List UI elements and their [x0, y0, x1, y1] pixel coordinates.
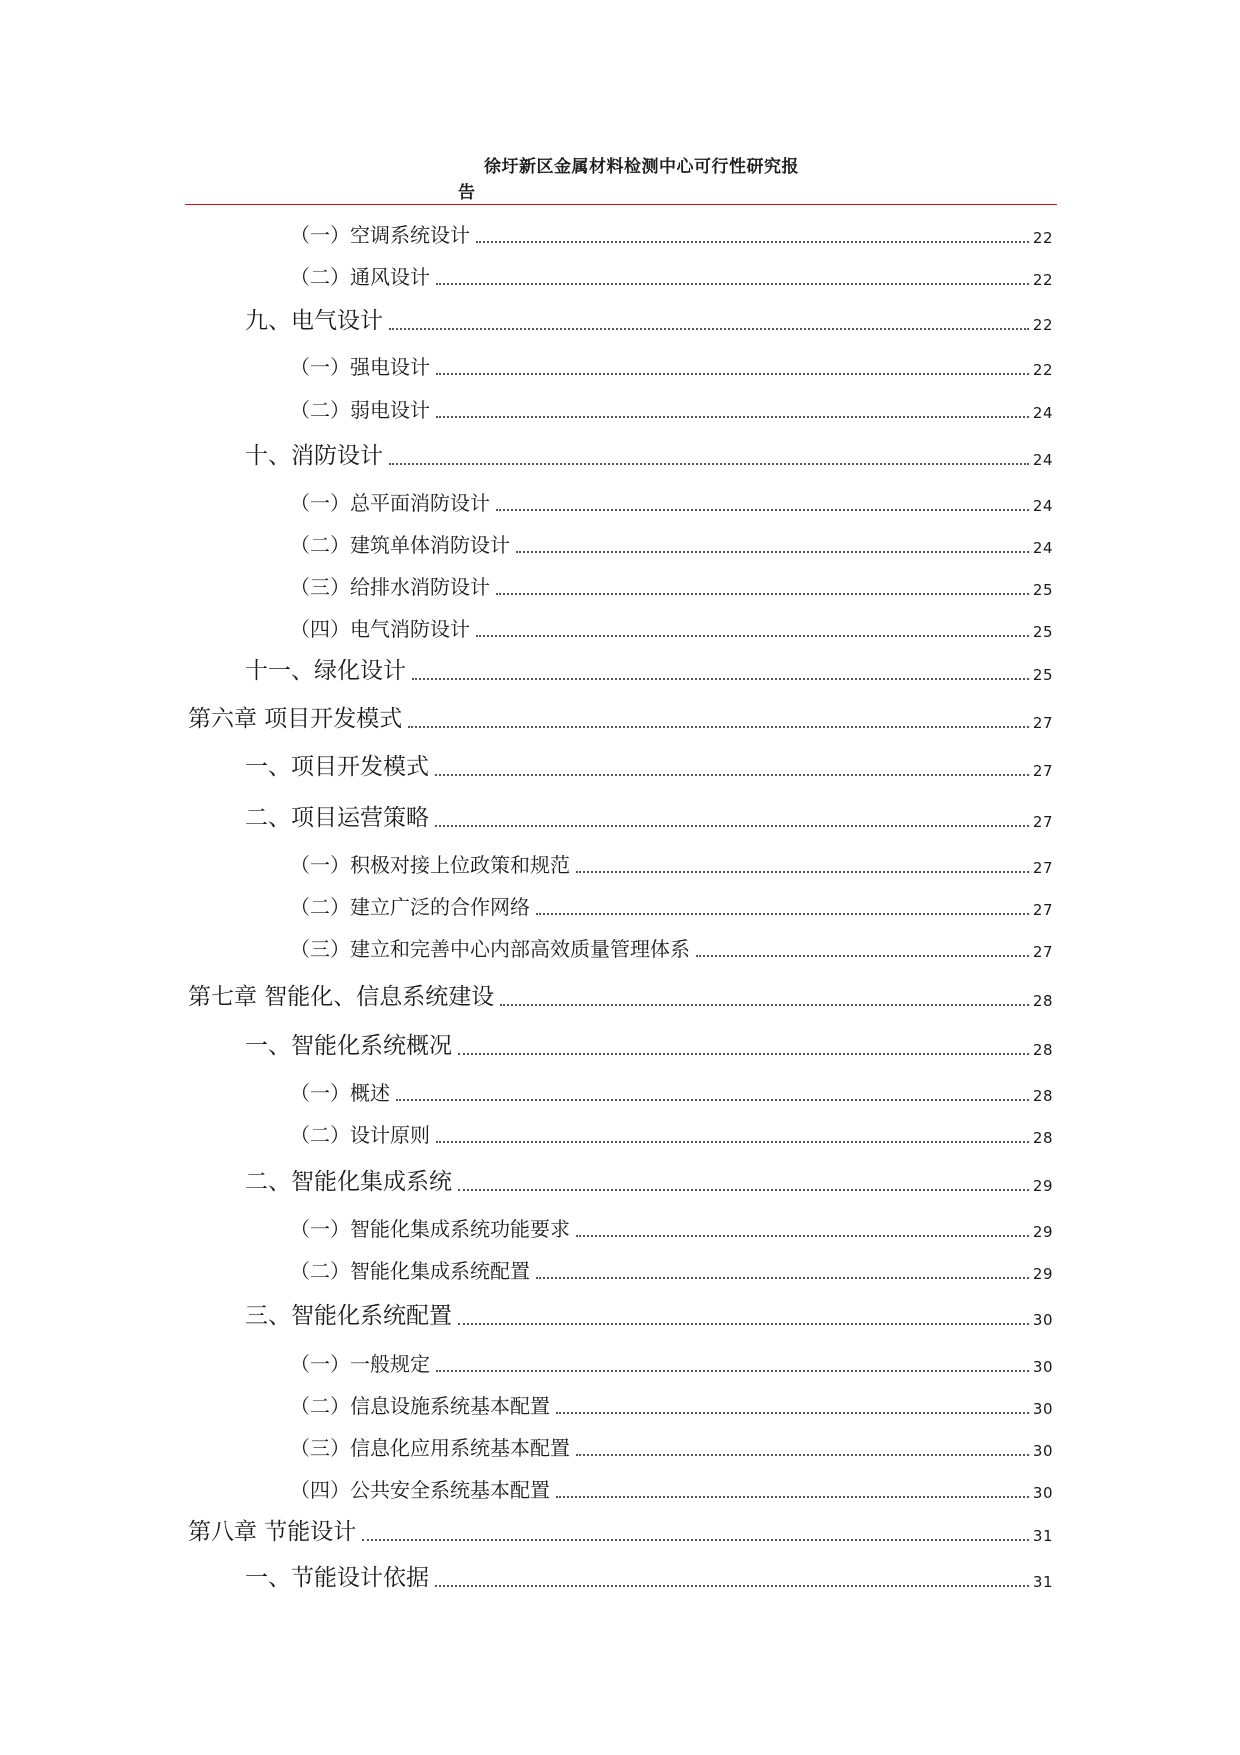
toc-entry-title: （三）建立和完善中心内部高效质量管理体系 — [290, 937, 690, 961]
toc-dot-leader — [576, 1454, 1029, 1456]
toc-dot-leader — [436, 373, 1029, 375]
toc-entry-title: （一）智能化集成系统功能要求 — [290, 1217, 570, 1241]
toc-entry-title: （二）设计原则 — [290, 1123, 430, 1147]
toc-dot-leader — [576, 871, 1029, 873]
toc-entry[interactable] — [290, 1076, 1053, 1106]
toc-dot-leader — [476, 241, 1029, 243]
toc-dot-leader — [435, 1585, 1029, 1587]
toc-entry-page-number: 29 — [1032, 1265, 1053, 1283]
toc-entry-title: （二）信息设施系统基本配置 — [290, 1394, 550, 1418]
toc-entry-title: （二）建立广泛的合作网络 — [290, 895, 530, 919]
toc-dot-leader — [496, 509, 1029, 511]
toc-dot-leader — [458, 1053, 1029, 1055]
toc-entry-page-number: 22 — [1032, 361, 1053, 379]
toc-entry[interactable] — [290, 260, 1053, 290]
toc-dot-leader — [576, 1235, 1029, 1237]
toc-entry-title: （一）强电设计 — [290, 355, 430, 379]
toc-entry[interactable] — [188, 977, 1053, 1011]
toc-entry[interactable] — [290, 350, 1053, 380]
toc-entry-page-number: 30 — [1032, 1311, 1053, 1329]
toc-entry-page-number: 24 — [1032, 404, 1053, 422]
toc-dot-leader — [436, 416, 1029, 418]
toc-entry-title: 一、项目开发模式 — [245, 754, 429, 780]
toc-dot-leader — [389, 463, 1029, 465]
toc-dot-leader — [435, 825, 1029, 827]
toc-entry-page-number: 27 — [1032, 901, 1053, 919]
toc-entry-page-number: 25 — [1032, 581, 1053, 599]
toc-dot-leader — [436, 1370, 1029, 1372]
toc-entry-title: （二）弱电设计 — [290, 398, 430, 422]
toc-dot-leader — [435, 774, 1029, 776]
toc-entry-title: 九、电气设计 — [245, 308, 383, 334]
toc-entry-title: 一、节能设计依据 — [245, 1565, 429, 1591]
toc-entry-page-number: 30 — [1032, 1484, 1053, 1502]
toc-dot-leader — [536, 913, 1029, 915]
toc-entry[interactable] — [290, 1389, 1053, 1419]
toc-entry[interactable] — [290, 486, 1053, 516]
toc-entry-title: （二）智能化集成系统配置 — [290, 1259, 530, 1283]
toc-entry[interactable] — [245, 1162, 1053, 1196]
toc-dot-leader — [500, 1004, 1029, 1006]
toc-entry[interactable] — [245, 301, 1053, 335]
toc-entry-title: 第六章 项目开发模式 — [188, 706, 403, 732]
toc-entry[interactable] — [245, 1296, 1053, 1330]
toc-entry-title: （二）通风设计 — [290, 265, 430, 289]
toc-entry-title: （二）建筑单体消防设计 — [290, 533, 510, 557]
toc-entry-title: （三）信息化应用系统基本配置 — [290, 1436, 570, 1460]
toc-entry-page-number: 27 — [1032, 813, 1053, 831]
toc-entry[interactable] — [290, 932, 1053, 962]
toc-entry-title: （四）电气消防设计 — [290, 617, 470, 641]
toc-entry-page-number: 27 — [1032, 762, 1053, 780]
toc-entry-page-number: 30 — [1032, 1358, 1053, 1376]
toc-dot-leader — [436, 283, 1029, 285]
toc-entry[interactable] — [245, 1558, 1053, 1592]
toc-entry-page-number: 27 — [1032, 943, 1053, 961]
toc-entry-page-number: 28 — [1032, 1129, 1053, 1147]
toc-dot-leader — [496, 593, 1029, 595]
toc-entry[interactable] — [245, 651, 1053, 685]
toc-dot-leader — [516, 551, 1029, 553]
toc-entry-page-number: 31 — [1032, 1573, 1053, 1591]
toc-dot-leader — [556, 1496, 1029, 1498]
toc-dot-leader — [436, 1141, 1029, 1143]
toc-entry-page-number: 29 — [1032, 1223, 1053, 1241]
toc-entry-page-number: 27 — [1032, 859, 1053, 877]
toc-entry[interactable] — [245, 798, 1053, 832]
toc-entry-page-number: 30 — [1032, 1442, 1053, 1460]
toc-entry[interactable] — [245, 1026, 1053, 1060]
toc-entry-title: 一、智能化系统概况 — [245, 1033, 452, 1059]
toc-entry-page-number: 29 — [1032, 1177, 1053, 1195]
toc-entry-title: 二、项目运营策略 — [245, 805, 429, 831]
toc-entry-page-number: 22 — [1032, 316, 1053, 334]
toc-entry-page-number: 30 — [1032, 1400, 1053, 1418]
toc-dot-leader — [476, 635, 1029, 637]
toc-entry[interactable] — [290, 393, 1053, 423]
toc-dot-leader — [458, 1189, 1029, 1191]
toc-dot-leader — [389, 328, 1029, 330]
toc-entry-title: 第八章 节能设计 — [188, 1519, 357, 1545]
toc-entry-title: （一）总平面消防设计 — [290, 491, 490, 515]
toc-dot-leader — [556, 1412, 1029, 1414]
toc-entry-page-number: 28 — [1032, 1087, 1053, 1105]
toc-entry-page-number: 24 — [1032, 497, 1053, 515]
toc-dot-leader — [396, 1099, 1029, 1101]
toc-entry-title: 二、智能化集成系统 — [245, 1169, 452, 1195]
toc-entry-page-number: 28 — [1032, 992, 1053, 1010]
toc-entry[interactable] — [290, 570, 1053, 600]
toc-entry-title: （一）一般规定 — [290, 1352, 430, 1376]
toc-entry-page-number: 31 — [1032, 1527, 1053, 1545]
toc-entry[interactable] — [245, 436, 1053, 470]
toc-entry[interactable] — [188, 1512, 1053, 1546]
toc-entry-title: （一）空调系统设计 — [290, 223, 470, 247]
toc-entry-title: （四）公共安全系统基本配置 — [290, 1478, 550, 1502]
toc-entry-title: 十、消防设计 — [245, 443, 383, 469]
toc-entry[interactable] — [245, 747, 1053, 781]
toc-entry-title: （三）给排水消防设计 — [290, 575, 490, 599]
toc-entry-page-number: 22 — [1032, 271, 1053, 289]
toc-dot-leader — [412, 678, 1029, 680]
toc-entry-page-number: 24 — [1032, 451, 1053, 469]
toc-entry-page-number: 25 — [1032, 623, 1053, 641]
toc-entry[interactable] — [290, 218, 1053, 248]
toc-entry[interactable] — [188, 699, 1053, 733]
toc-dot-leader — [362, 1539, 1029, 1541]
header-title-line1: 徐圩新区金属材料检测中心可行性研究报 — [484, 157, 799, 177]
toc-entry[interactable] — [290, 1254, 1053, 1284]
toc-dot-leader — [536, 1277, 1029, 1279]
toc-entry-page-number: 22 — [1032, 229, 1053, 247]
toc-entry[interactable] — [290, 848, 1053, 878]
toc-entry[interactable] — [290, 1212, 1053, 1242]
toc-entry[interactable] — [290, 612, 1053, 642]
toc-entry[interactable] — [290, 890, 1053, 920]
toc-entry-page-number: 24 — [1032, 539, 1053, 557]
toc-entry-page-number: 25 — [1032, 666, 1053, 684]
toc-dot-leader — [458, 1323, 1029, 1325]
toc-dot-leader — [696, 955, 1029, 957]
toc-entry[interactable] — [290, 528, 1053, 558]
toc-entry-page-number: 28 — [1032, 1041, 1053, 1059]
toc-dot-leader — [408, 726, 1029, 728]
toc-entry[interactable] — [290, 1347, 1053, 1377]
toc-entry-title: （一）积极对接上位政策和规范 — [290, 853, 570, 877]
toc-entry-page-number: 27 — [1032, 714, 1053, 732]
toc-entry-title: 十一、绿化设计 — [245, 658, 406, 684]
toc-entry[interactable] — [290, 1431, 1053, 1461]
toc-entry[interactable] — [290, 1473, 1053, 1503]
toc-entry-title: 第七章 智能化、信息系统建设 — [188, 984, 495, 1010]
toc-entry-title: 三、智能化系统配置 — [245, 1303, 452, 1329]
header-title-line2: 告 — [458, 183, 475, 203]
toc-entry[interactable] — [290, 1118, 1053, 1148]
toc-entry-title: （一）概述 — [290, 1081, 390, 1105]
